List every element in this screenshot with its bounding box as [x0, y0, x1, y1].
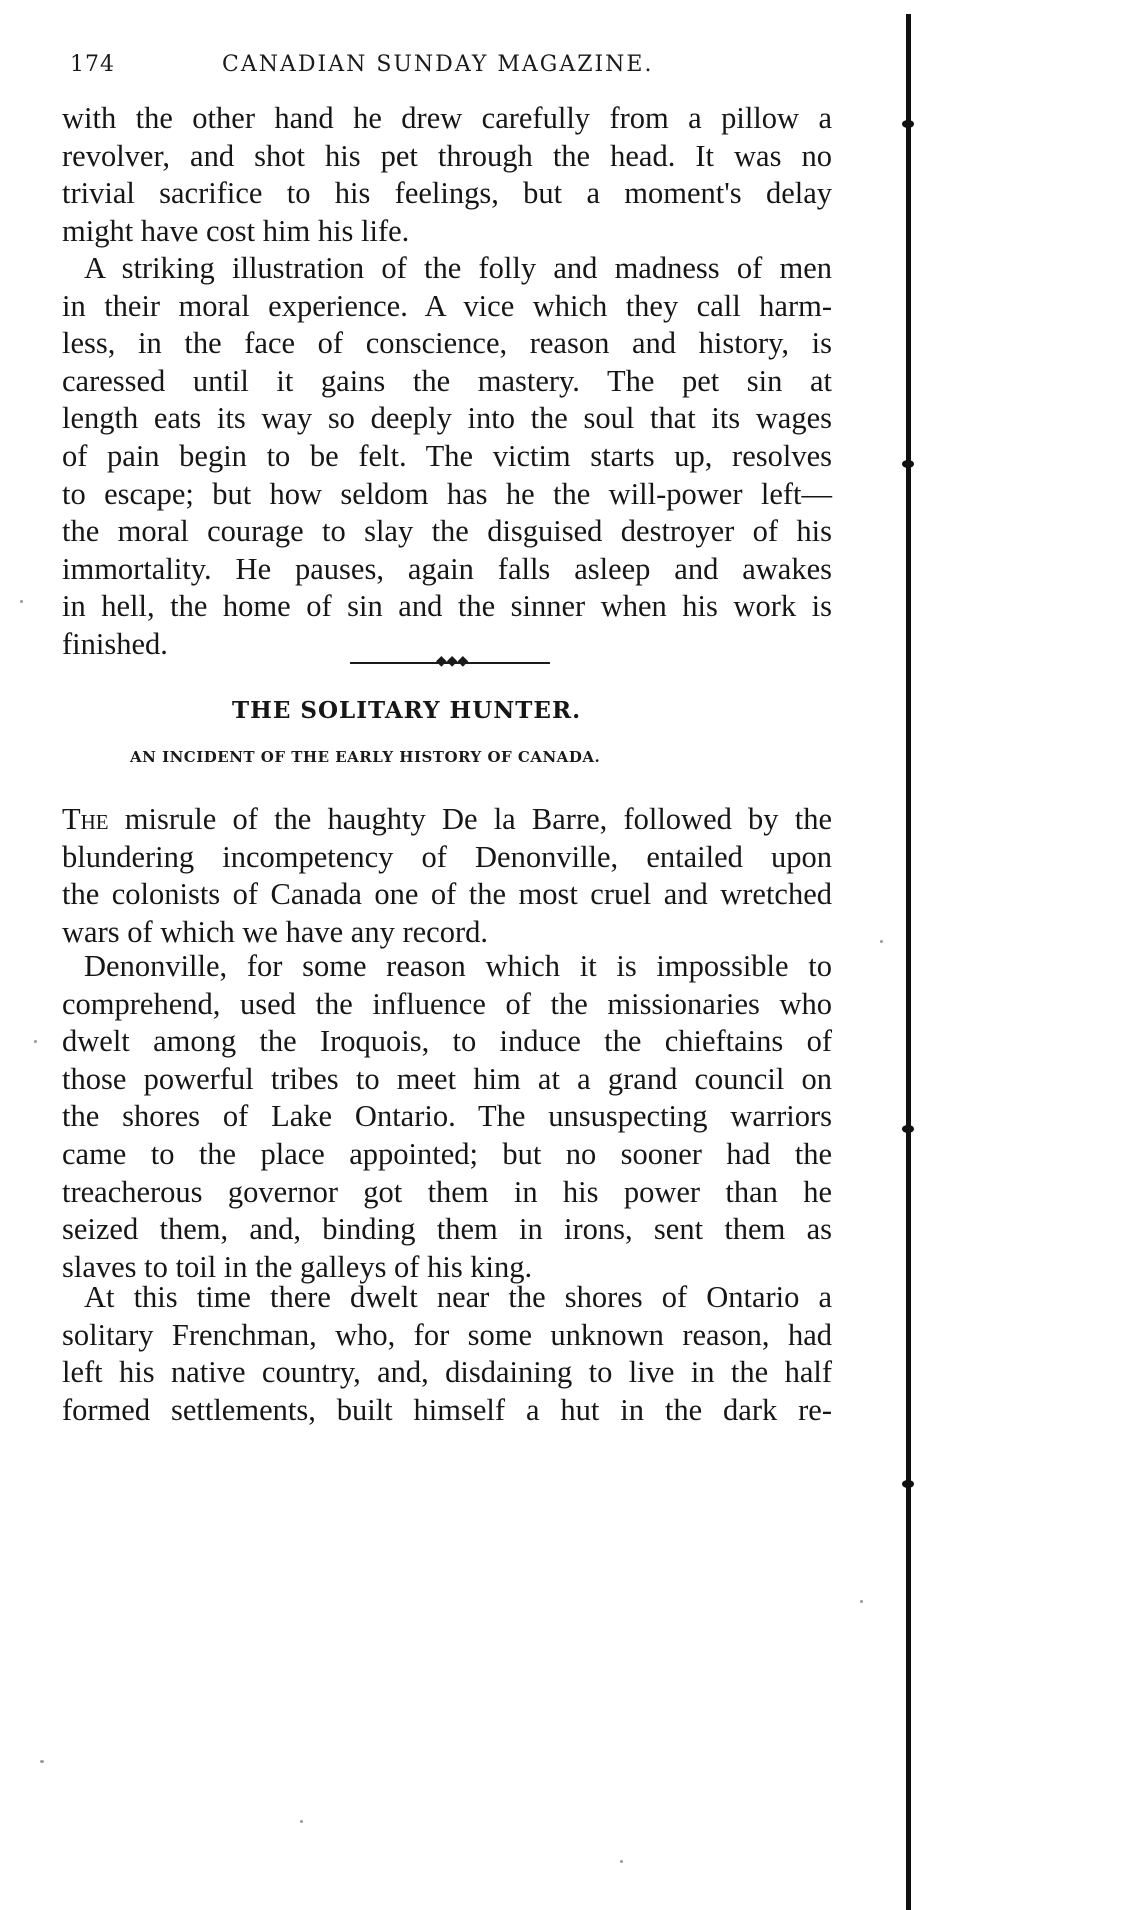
text-line: seized them, and, binding them in irons, sent them as: [62, 1212, 832, 1247]
text-line: slaves to toil in the galleys of his king.: [62, 1249, 533, 1284]
text-line: might have cost him his life.: [62, 213, 410, 248]
text-line-rest: misrule of the haughty De la Barre, followed by the: [108, 802, 832, 836]
drop-word: The: [62, 802, 109, 836]
text-line: of pain begin to be felt. The victim starts up, resolves: [62, 438, 832, 473]
page-edge-shadow: [906, 14, 911, 1910]
page-edge-mark: [902, 1480, 914, 1488]
paragraph-3: [62, 801, 832, 951]
text-line: those powerful tribes to meet him at a grand council on: [62, 1061, 832, 1096]
text-line: the colonists of Canada one of the most cruel and wretched: [62, 877, 832, 912]
text-line: [62, 801, 832, 839]
paragraph-2: [62, 250, 832, 664]
text-line: Denonville, for some reason which it is impossible to: [84, 949, 832, 983]
page-edge-mark: [902, 1125, 914, 1133]
text-line: trivial sacrifice to his feelings, but a moment's delay: [62, 176, 832, 211]
print-speckle: [34, 1040, 37, 1043]
text-line: revolver, and shot his pet through the head. It was no: [62, 138, 832, 173]
text-line: came to the place appointed; but no sooner had the: [62, 1136, 832, 1171]
text-line: blundering incompetency of Denonville, entailed upon: [62, 839, 832, 874]
page-edge-mark: [902, 120, 914, 128]
text-line: to escape; but how seldom has he the will-power left—: [62, 476, 832, 511]
print-speckle: [20, 600, 23, 603]
text-line: A striking illustration of the folly and madness of men: [84, 251, 832, 285]
text-line: comprehend, used the influence of the missionaries who: [62, 986, 832, 1021]
print-speckle: [40, 1760, 44, 1763]
text-line: formed settlements, built himself a hut in the dark re-: [62, 1392, 832, 1427]
text-line: wars of which we have any record.: [62, 914, 488, 949]
text-line: finished.: [62, 626, 168, 661]
print-speckle: [300, 1820, 303, 1823]
print-speckle: [880, 940, 883, 943]
text-line: left his native country, and, disdaining to live in the half: [62, 1355, 832, 1390]
paragraph-1: [62, 100, 832, 250]
paragraph-5: [62, 1279, 832, 1429]
divider-ornament: ◆◆◆: [436, 653, 469, 669]
text-line: dwelt among the Iroquois, to induce the chieftains of: [62, 1024, 832, 1059]
text-line: the moral courage to slay the disguised destroyer of his: [62, 514, 832, 549]
text-line: solitary Frenchman, who, for some unknown reason, had: [62, 1317, 832, 1352]
text-line: treacherous governor got them in his power than he: [62, 1174, 832, 1209]
page-header: [70, 52, 830, 92]
text-line: length eats its way so deeply into the soul that its wages: [62, 401, 832, 436]
running-head: CANADIAN SUNDAY MAGAZINE.: [222, 52, 654, 77]
article-title: THE SOLITARY HUNTER.: [232, 697, 582, 724]
text-line: immortality. He pauses, again falls asleep and awakes: [62, 551, 832, 586]
print-speckle: [620, 1860, 623, 1863]
text-line: the shores of Lake Ontario. The unsuspecting warriors: [62, 1099, 832, 1134]
text-line: caressed until it gains the mastery. The pet sin at: [62, 363, 832, 398]
page-number: 174: [70, 52, 115, 77]
text-line: with the other hand he drew carefully from a pillow a: [62, 101, 832, 135]
text-line: less, in the face of conscience, reason and history, is: [62, 326, 832, 361]
text-line: At this time there dwelt near the shores of Ontario a: [84, 1280, 832, 1314]
paragraph-4: [62, 948, 832, 1286]
print-speckle: [860, 1600, 863, 1603]
text-line: in hell, the home of sin and the sinner when his work is: [62, 589, 832, 624]
text-line: in their moral experience. A vice which they call harm-: [62, 288, 832, 323]
article-subtitle: AN INCIDENT OF THE EARLY HISTORY OF CANADA.: [130, 748, 601, 766]
page-edge-mark: [902, 460, 914, 468]
